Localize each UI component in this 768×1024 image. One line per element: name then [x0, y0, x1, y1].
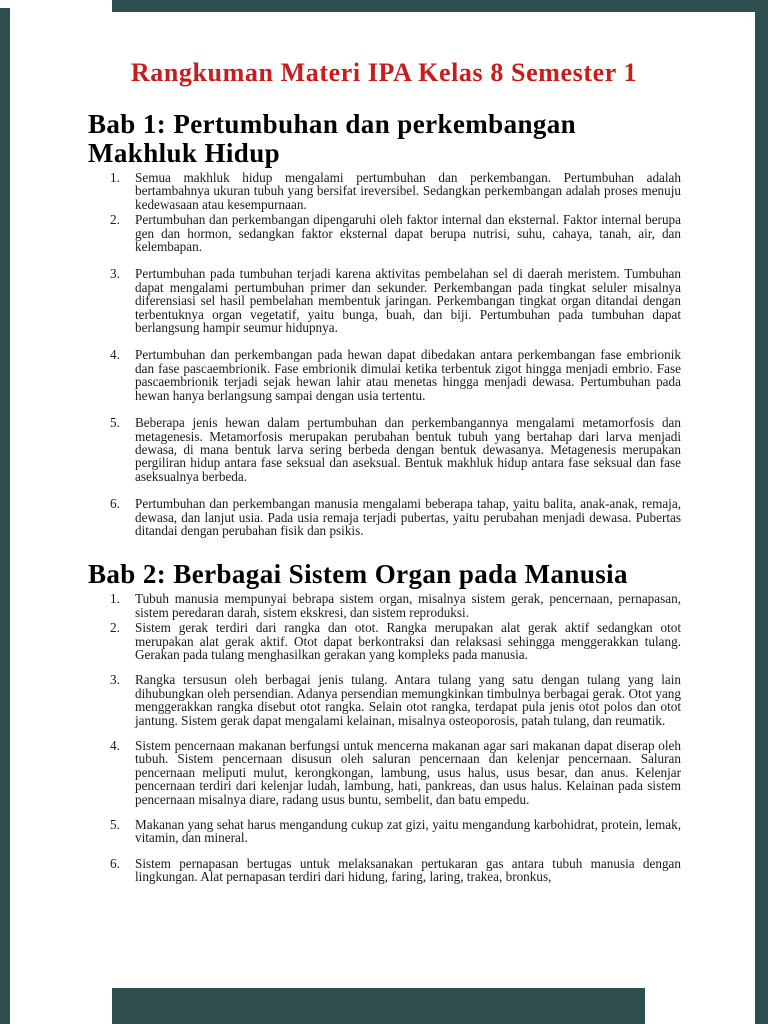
list-item: [88, 673, 682, 727]
list-item-text: Sistem gerak terdiri dari rangka dan otot. Rangka merupakan alat gerak aktif sedangkan otot merupakan alat gerak aktif. Otot dapat berkontraksi dan relaksasi sehingga menggerakkan tulang. Gerakan pada tulang menghasilkan gerakan yang kompleks pada manusia.: [135, 620, 681, 662]
list-item-text: Pertumbuhan dan perkembangan pada hewan dapat dibedakan antara perkembangan fase embrionik dan fase pascaembrionik. Fase embrionik dimulai ketika terbentuk zigot hingga menjadi embrio. Fase pascaembrionik terjadi sejak hewan lahir atau menetas hingga menjadi dewasa. Pertumbuhan pada hewan hanya berlangsung sampai dengan usia tertentu.: [135, 347, 681, 403]
list-item-text: Pertumbuhan dan perkembangan dipengaruhi oleh faktor internal dan eksternal. Faktor internal berupa gen dan hormon, sedangkan faktor eksternal dapat berupa nutrisi, suhu, cahaya, tanah, air, dan kelembapan.: [135, 212, 681, 255]
list-item: [88, 818, 682, 845]
list-item-number: 4.: [110, 347, 120, 363]
chapter-2-heading: [88, 560, 682, 589]
list-item-number: 5.: [110, 817, 120, 833]
document-page: [0, 58, 768, 884]
list-item-text: Semua makhluk hidup mengalami pertumbuhan dan perkembangan. Pertumbuhan adalah bertambahnya ukuran tubuh yang bersifat ireversibel. Sedangkan perkembangan adalah proses menuju kedewasaan atau kesempurnaan.: [135, 170, 681, 212]
section-bab-2: [88, 560, 682, 883]
chapter-1-heading-line-2: Makhluk Hidup: [88, 138, 281, 168]
viewer-frame-right: [755, 0, 768, 1024]
list-item: [88, 497, 682, 537]
list-item-text: Rangka tersusun oleh berbagai jenis tulang. Antara tulang yang satu dengan tulang yang lain dihubungkan oleh persendian. Adanya persendian memungkinkan timbulnya berbagai gerak. Otot yang menggerakkan rangka disebut otot rangka. Selain otot rangka, terdapat pula jenis otot polos dan otot jantung. Sistem gerak dapat mengalami kelainan, misalnya osteoporosis, patah tulang, dan reumatik.: [135, 672, 681, 728]
list-item-number: 4.: [110, 738, 120, 753]
viewer-frame-left: [0, 8, 10, 1024]
section-bab-1: [88, 110, 682, 537]
list-item-text: Sistem pencernaan makanan berfungsi untuk mencerna makanan agar sari makanan dapat diserap oleh tubuh. Sistem pencernaan disusun oleh saluran pencernaan dan kelenjar pencernaan. Saluran pencernaan meliputi mulut, kerongkongan, lambung, usus halus, usus besar, dan anus. Kelenjar pencernaan terdiri dari kelenjar ludah, lambung, hati, pankreas, dan usus halus. Kelainan pada sistem pencernaan misalnya diare, radang usus buntu, sembelit, dan batu empedu.: [135, 738, 681, 807]
list-item-text: Pertumbuhan pada tumbuhan terjadi karena aktivitas pembelahan sel di daerah meristem. Tumbuhan dapat mengalami pertumbuhan primer dan sekunder. Perkembangan pada tingkat seluler misalnya diferensiasi sel hasil pembelahan membentuk jaringan. Perkembangan tingkat organ ditandai dengan terbentuknya organ vegetatif, yaitu bunga, buah, dan biji. Pertumbuhan pada tumbuhan dapat berlangsung hampir seumur hidupnya.: [135, 266, 681, 336]
chapter-1-list: [88, 171, 682, 537]
chapter-2-heading-line-1: Bab 2: Berbagai Sistem Organ pada Manusia: [88, 559, 628, 590]
list-item-number: 5.: [110, 415, 120, 431]
list-item: [88, 267, 682, 334]
list-item-text: Pertumbuhan dan perkembangan manusia mengalami beberapa tahap, yaitu balita, anak-anak, remaja, dewasa, dan lanjut usia. Pada usia remaja terjadi pubertas, yaitu perubahan menjadi dewasa. Pubertas ditandai dengan perubahan fisik dan psikis.: [135, 496, 681, 538]
viewer-frame-bottom: [112, 988, 645, 1024]
list-item-number: 3.: [110, 672, 120, 688]
list-item: [88, 213, 682, 253]
list-item-number: 1.: [110, 591, 120, 607]
list-item: [88, 621, 682, 661]
list-item-text: Beberapa jenis hewan dalam pertumbuhan dan perkembangannya mengalami metamorfosis dan metagenesis. Metamorfosis merupakan perubahan bentuk tubuh yang bertahap dari larva menjadi dewasa, di mana bentuk larva sering berbeda dengan bentuk dewasanya. Metagenesis merupakan pergiliran hidup antara fase seksual dan aseksual. Bentuk makhluk hidup antara fase seksual dan fase aseksualnya berbeda.: [135, 415, 681, 484]
list-item-number: 2.: [110, 620, 120, 636]
list-item: [88, 739, 682, 806]
list-item: [88, 171, 682, 211]
list-item-text: Sistem pernapasan bertugas untuk melaksanakan pertukaran gas antara tubuh manusia dengan lingkungan. Alat pernapasan terdiri dari hidung, faring, laring, trakea, bronkus,: [135, 855, 681, 885]
list-item-number: 6.: [110, 496, 120, 512]
viewer-frame-top: [112, 0, 768, 12]
document-title: Rangkuman Materi IPA Kelas 8 Semester 1: [130, 58, 638, 87]
list-item: [88, 416, 682, 483]
list-item: [88, 348, 682, 402]
list-item-number: 6.: [110, 855, 120, 871]
chapter-1-heading-line-1: Bab 1: Pertumbuhan dan perkembangan: [88, 109, 577, 139]
list-item: [88, 857, 682, 884]
list-item: [88, 592, 682, 619]
list-item-text: Makanan yang sehat harus mengandung cukup zat gizi, yaitu mengandung karbohidrat, protein, lemak, vitamin, dan mineral.: [135, 817, 681, 846]
chapter-2-list: [88, 592, 682, 883]
list-item-text: Tubuh manusia mempunyai bebrapa sistem organ, misalnya sistem gerak, pencernaan, pernapasan, sistem peredaran darah, sistem ekskresi, dan sistem reproduksi.: [135, 591, 681, 620]
list-item-number: 2.: [110, 212, 120, 228]
list-item-number: 1.: [110, 170, 120, 185]
chapter-1-heading: [88, 110, 682, 168]
list-item-number: 3.: [110, 266, 120, 282]
